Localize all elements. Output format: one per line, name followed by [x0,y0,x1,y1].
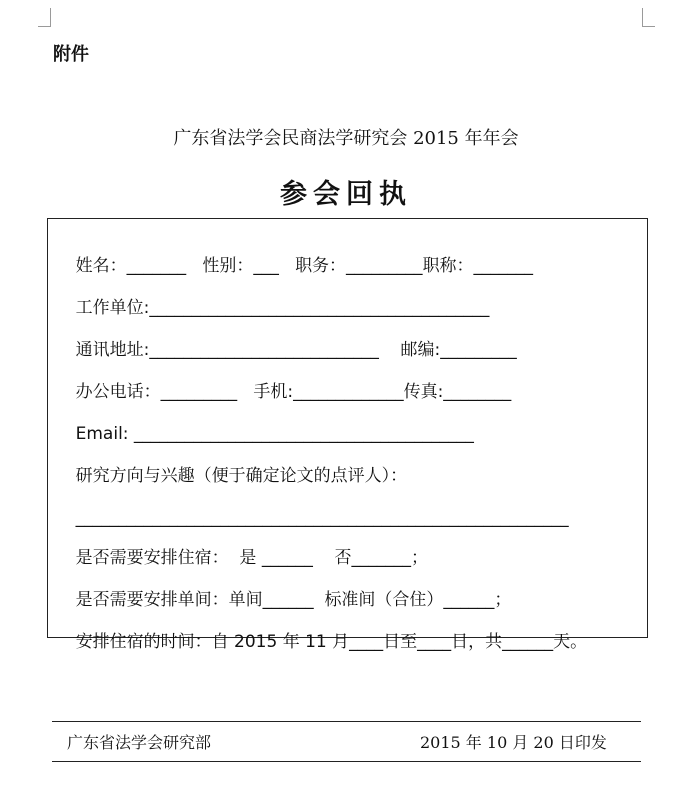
stay-period-field[interactable]: 安排住宿的时间：自 2015 年 11 月____日至____日，共______天。 [75,632,588,652]
page-corner-mark-top-right [642,8,655,27]
standard-room-field[interactable]: 标准间（合住）______； [324,590,512,610]
accommodation-no-field[interactable]: 否_______； [334,548,428,568]
address-field[interactable]: 通讯地址:___________________________ [75,340,379,360]
position-field[interactable]: 职务：_________ [295,256,423,276]
postcode-field[interactable]: 邮编:_________ [400,340,517,360]
workplace-field[interactable]: 工作单位:________________________________________ [75,298,490,318]
form-heading: 参会回执 [280,179,412,210]
page-corner-mark-top-left [38,8,51,27]
research-interest-field[interactable]: __________________________________________________________ [75,508,569,528]
email-field[interactable]: Email: ________________________________________ [75,424,474,444]
office-phone-field[interactable]: 办公电话：_________ [75,382,238,402]
gender-field[interactable]: 性别：___ [202,256,279,276]
mobile-field[interactable]: 手机:_____________ [253,382,404,402]
document-title: 广东省法学会民商法学研究会 2015 年年会 [173,128,519,149]
name-field[interactable]: 姓名：_______ [75,256,187,276]
single-room-field[interactable]: 是否需要安排单间：单间______ [75,590,314,610]
form-row-stay-period [54,609,587,675]
reply-form [47,218,648,652]
footer-issuer: 广东省法学会研究部 [67,733,212,752]
footer-bottom-rule [52,761,641,762]
accommodation-yes-field[interactable]: 是否需要安排住宿： 是 ______ [75,548,313,568]
job-title-field[interactable]: 职称：_______ [422,256,534,276]
research-interest-label: 研究方向与兴趣（便于确定论文的点评人）： [75,466,408,486]
footer-top-rule [52,721,641,722]
attachment-label: 附件 [53,44,89,65]
fax-field[interactable]: 传真:________ [403,382,512,402]
footer-issue-date: 2015 年 10 月 20 日印发 [420,733,607,752]
